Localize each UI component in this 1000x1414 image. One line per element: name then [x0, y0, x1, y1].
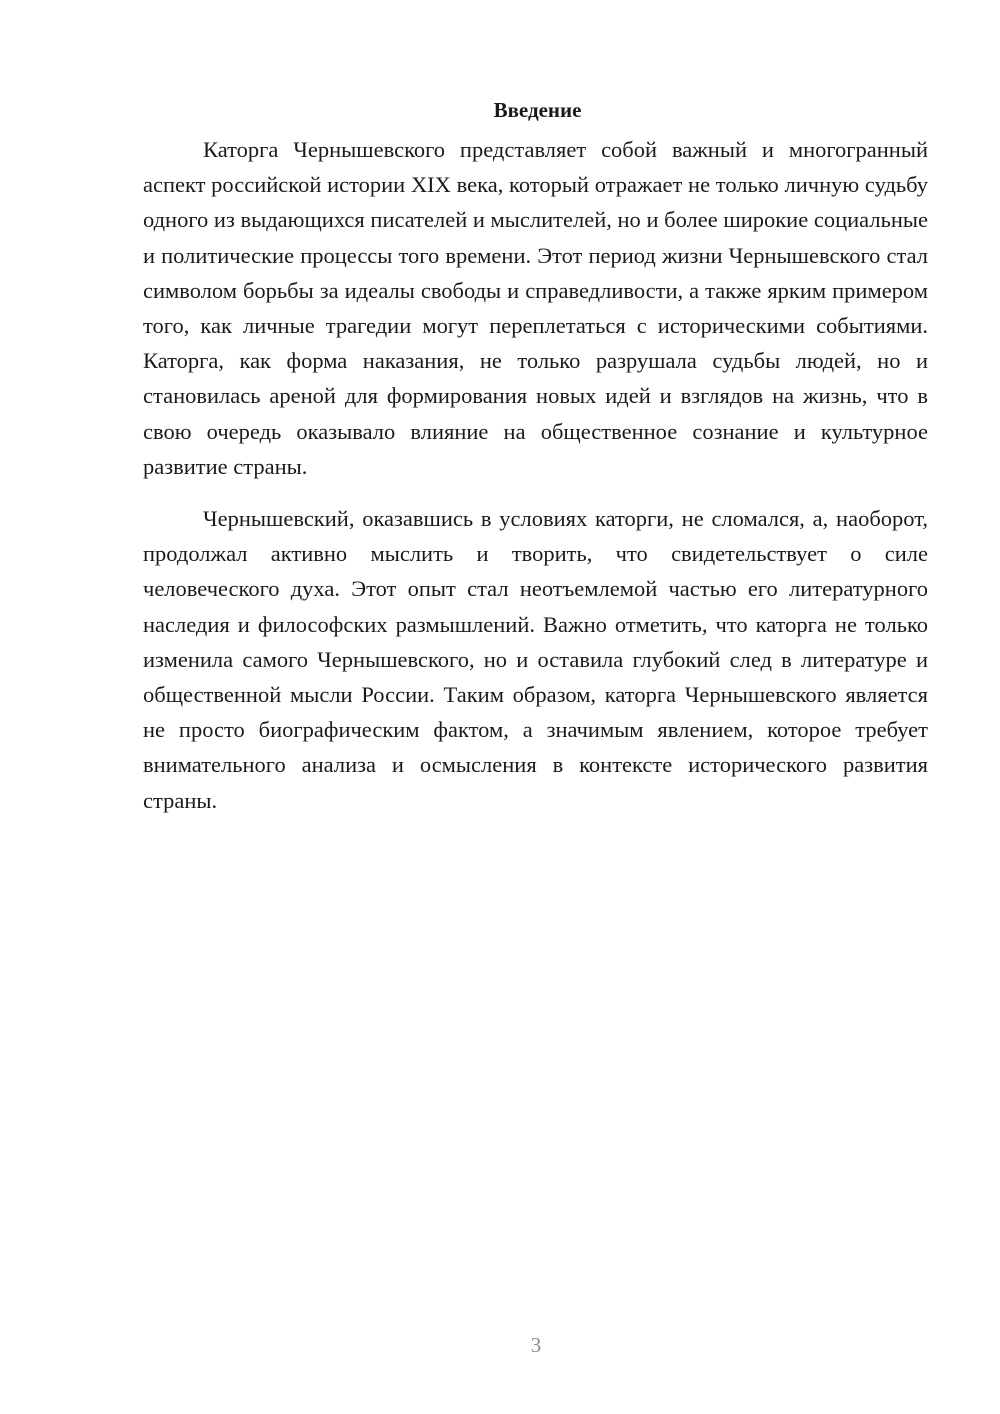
paragraph-2: Чернышевский, оказавшись в условиях каторги, не сломался, а, наоборот, продолжал активно мыслить и творить, что свидетельствует о силе человеческого духа. Этот опыт стал неотъемлемой частью его литературного наследия и философских размышлений. Важно отметить, что каторга не только изменила самого Чернышевского, но и оставила глубокий след в литературе и общественной мысли России. Таким образом, каторга Чернышевского является не просто биографическим фактом, а значимым явлением, которое требует внимательного анализа и осмысления в контексте исторического развития страны. — [143, 506, 928, 813]
page-number: 3 — [530, 1333, 542, 1357]
paragraph-1: Каторга Чернышевского представляет собой важный и многогранный аспект российской истории XIX века, который отражает не только личную судьбу одного из выдающихся писателей и мыслителей, но и более широкие социальные и политические процессы того времени. Этот период жизни Чернышевского стал символом борьбы за идеалы свободы и справедливости, а также ярким примером того, как личные трагедии могут переплетаться с историческими событиями. Каторга, как форма наказания, не только разрушала судьбы людей, но и становилась ареной для формирования новых идей и взглядов на жизнь, что в свою очередь оказывало влияние на общественное сознание и культурное развитие страны. — [143, 137, 928, 479]
page-content — [143, 93, 928, 818]
section-heading: Введение — [493, 98, 582, 122]
